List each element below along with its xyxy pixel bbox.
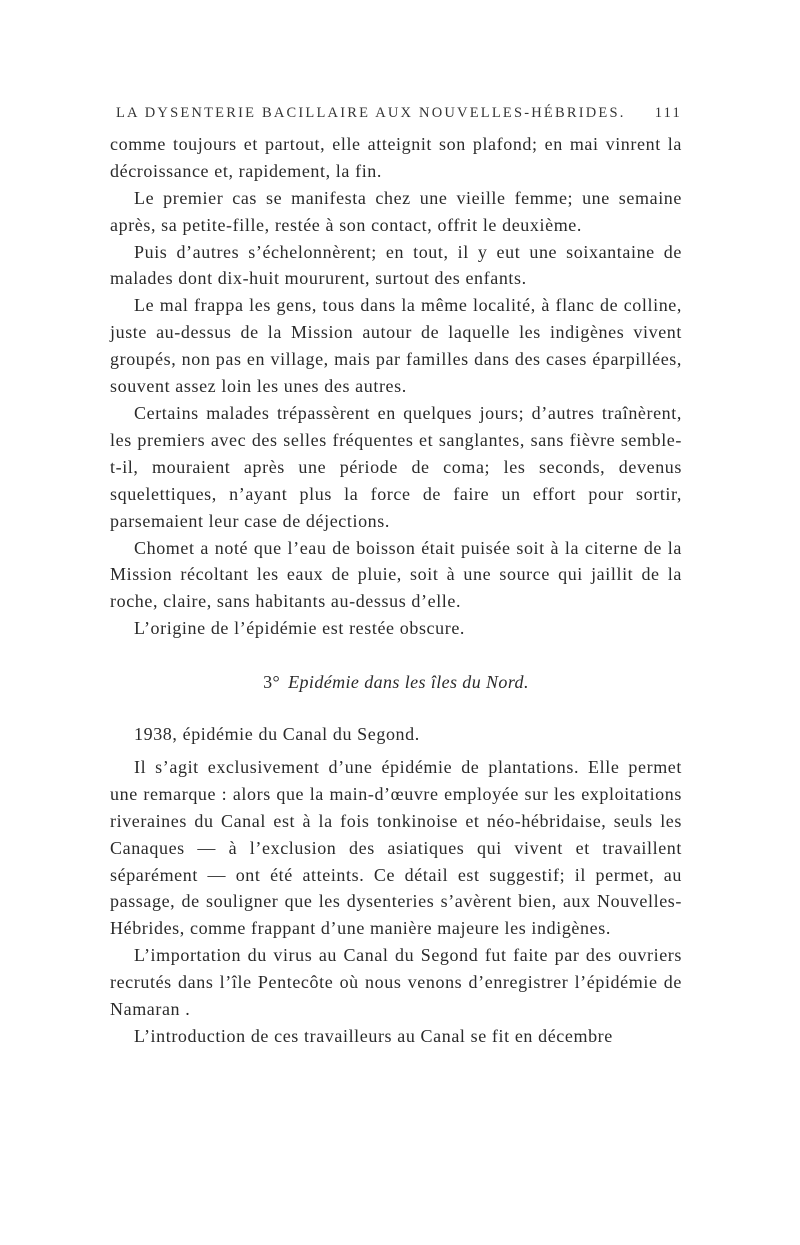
paragraph: Certains malades trépassèrent en quelques jours; d’autres traînèrent, les premiers avec des selles fréquentes et sanglantes, sans fièvre semble-t-il, mouraient après une période de coma; les seconds, devenus squelettiques, n’ayant plus la force de faire un effort pour sortir, parsemaient leur case de déjections. bbox=[110, 402, 682, 531]
section-title: Epidémie dans les îles du Nord. bbox=[288, 672, 529, 693]
paragraph: Il s’agit exclusivement d’une épidémie de plantations. Elle permet une remarque : alors que la main-d’œuvre employée sur les exploitations riveraines du Canal est à la fois tonkinoise et néo-hébridaise, seuls les Canaques — à l’exclusion des asiatiques qui vivent et travaillent séparément — ont été atteints. Ce détail est suggestif; il permet, au passage, de souligner que les dysenteries s’avèrent bien, aux Nouvelles-Hébrides, comme frappant d’une manière majeure les indigènes. bbox=[110, 756, 682, 939]
book-page bbox=[110, 100, 682, 1050]
running-title: LA DYSENTERIE BACILLAIRE AUX NOUVELLES-HÉBRIDES. bbox=[116, 105, 626, 121]
paragraph: Puis d’autres s’échelonnèrent; en tout, il y eut une soixantaine de malades dont dix-huit moururent, surtout des enfants. bbox=[110, 241, 682, 289]
paragraph: 1938, épidémie du Canal du Segond. bbox=[134, 724, 420, 745]
page-number: 111 bbox=[654, 105, 682, 121]
running-head bbox=[116, 100, 682, 127]
paragraph: comme toujours et partout, elle atteignit son plafond; en mai vinrent la décroissance et, rapidement, la fin. bbox=[110, 133, 682, 181]
paragraph: L’introduction de ces travailleurs au Canal se fit en décembre bbox=[134, 1026, 613, 1046]
paragraph: L’origine de l’épidémie est restée obscure. bbox=[134, 618, 466, 639]
paragraph: Le mal frappa les gens, tous dans la même localité, à flanc de colline, juste au-dessus de la Mission autour de laquelle les indigènes vivent groupés, non pas en village, mais par familles dans des cases éparpillées, souvent assez loin les unes des autres. bbox=[110, 295, 682, 397]
paragraph: Chomet a noté que l’eau de boisson était puisée soit à la citerne de la Mission récoltant les eaux de pluie, soit à une source qui jaillit de la roche, claire, sans habitants au-dessus d’elle. bbox=[110, 537, 682, 612]
paragraph: L’importation du virus au Canal du Segond fut faite par des ouvriers recrutés dans l’île Pentecôte où nous venons d’enregistrer l’épidémie de Namaran . bbox=[110, 945, 682, 1020]
section-heading bbox=[110, 669, 682, 696]
paragraph: Le premier cas se manifesta chez une vieille femme; une semaine après, sa petite-fille, restée à son contact, offrit le deuxième. bbox=[110, 187, 682, 235]
section-number: 3° bbox=[263, 672, 281, 693]
